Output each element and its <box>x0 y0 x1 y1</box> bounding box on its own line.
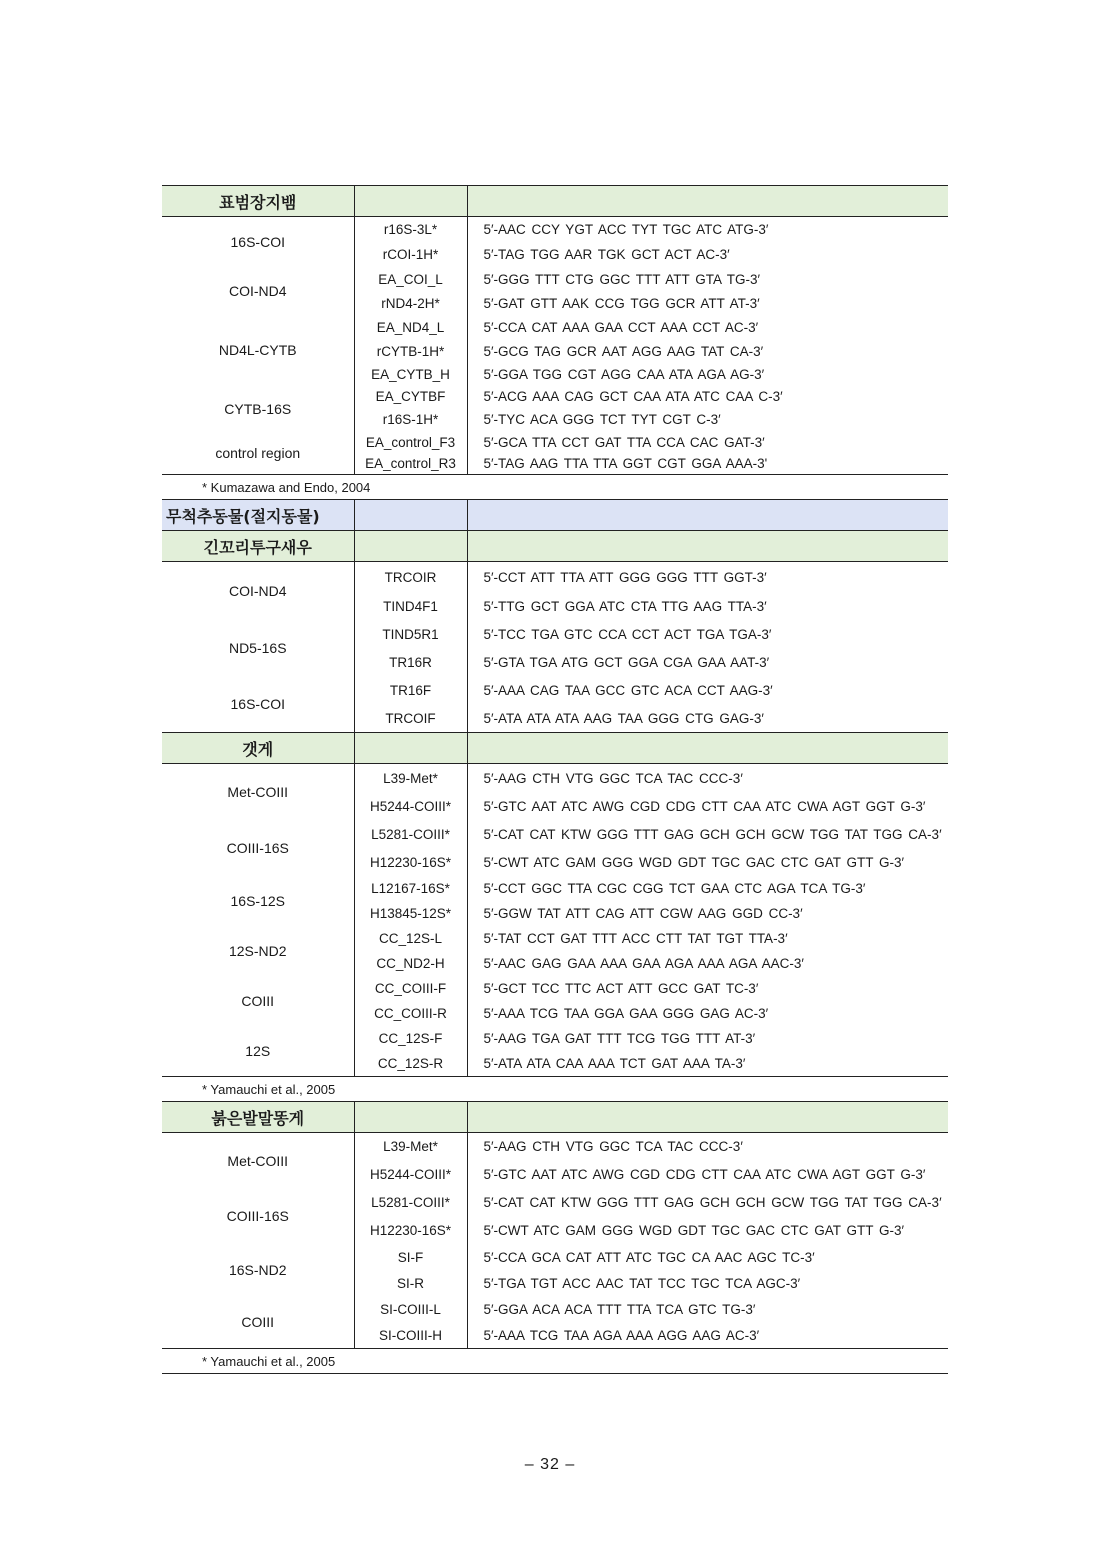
primer-name: SI-F <box>354 1244 467 1270</box>
primer-sequence: 5′-GTC AAT ATC AWG CGD CDG CTT CAA ATC CWA AGT GGT G-3′ <box>483 798 926 814</box>
primer-name: TRCOIF <box>354 704 467 733</box>
primer-row <box>162 385 948 407</box>
primer-name: TIND4F1 <box>354 592 467 620</box>
gene-region: 12S <box>245 1043 271 1059</box>
gene-region: 16S-COI <box>230 696 285 712</box>
primer-name: rCYTB-1H* <box>354 339 467 363</box>
primer-sequence: 5′-CWT ATC GAM GGG WGD GDT TGC GAC CTC GAT GTT G-3′ <box>483 1222 905 1238</box>
section-header-blank <box>354 1102 467 1133</box>
primer-sequence: 5′-GTA TGA ATG GCT GGA CGA GAA AAT-3′ <box>483 654 770 670</box>
primer-name: CC_12S-L <box>354 926 467 951</box>
gene-region: COIII <box>241 993 275 1009</box>
primer-name: CC_12S-F <box>354 1026 467 1051</box>
primer-name: r16S-3L* <box>354 217 467 243</box>
primer-name: TR16R <box>354 648 467 676</box>
primer-sequence: 5′-GCT TCC TTC ACT ATT GCC GAT TC-3′ <box>483 981 759 996</box>
primer-name: L39-Met* <box>354 1133 467 1161</box>
primer-name: CC_COIII-R <box>354 1001 467 1026</box>
gene-region: COIII-16S <box>226 840 289 856</box>
primer-sequence: 5′-CCA GCA CAT ATT ATC TGC CA AAC AGC TC-3′ <box>483 1249 815 1265</box>
primer-row <box>162 764 948 793</box>
primer-sequence: 5′-TCC TGA GTC CCA CCT ACT TGA TGA-3′ <box>483 626 772 642</box>
primer-name: rCOI-1H* <box>354 242 467 267</box>
section-title: 붉은발말똥게 <box>162 1102 354 1133</box>
primer-sequence: 5′-CCA CAT AAA GAA CCT AAA CCT AC-3′ <box>483 319 759 335</box>
primer-sequence: 5′-TAG TGG AAR TGK GCT ACT AC-3′ <box>483 247 730 262</box>
reference-note-row <box>162 1077 948 1102</box>
section-header-blank <box>467 733 948 764</box>
section-title: 표범장지뱀 <box>162 186 354 217</box>
gene-region: control region <box>215 445 301 461</box>
primer-sequence: 5′-CAT CAT KTW GGG TTT GAG GCH GCH GCW TGG TAT TGG CA-3′ <box>483 826 942 842</box>
primer-row <box>162 1296 948 1322</box>
gene-region: 12S-ND2 <box>228 943 287 959</box>
primer-sequence: 5′-GGW TAT ATT CAG ATT CGW AAG GGD CC-3′ <box>483 906 803 921</box>
primer-sequence: 5′-TYC ACA GGG TCT TYT CGT C-3′ <box>483 412 721 427</box>
primer-name: L12167-16S* <box>354 876 467 901</box>
primer-name: rND4-2H* <box>354 291 467 315</box>
primer-sequence: 5′-GGA TGG CGT AGG CAA ATA AGA AG-3′ <box>483 366 765 382</box>
gene-region: Met-COIII <box>227 784 289 800</box>
primer-name: EA_control_F3 <box>354 432 467 453</box>
primer-sequence: 5′-CCT GGC TTA CGC CGG TCT GAA CTC AGA TCA TG-3′ <box>483 881 866 896</box>
primer-row <box>162 1133 948 1161</box>
section-title: 갯게 <box>162 733 354 764</box>
primer-name: TRCOIR <box>354 562 467 593</box>
primer-row <box>162 1188 948 1216</box>
primer-sequence: 5′-TGA TGT ACC AAC TAT TCC TGC TCA AGC-3′ <box>483 1275 801 1291</box>
section-header-blank <box>467 1102 948 1133</box>
primer-sequence: 5′-GAT GTT AAK CCG TGG GCR ATT AT-3′ <box>483 295 760 311</box>
gene-region: COI-ND4 <box>228 583 287 599</box>
gene-region: 16S-ND2 <box>228 1262 287 1278</box>
primer-sequence: 5′-GCA TTA CCT GAT TTA CCA CAC GAT-3′ <box>483 435 765 450</box>
primer-row <box>162 820 948 848</box>
page-number: – 32 – <box>524 1456 576 1473</box>
section-header-blank <box>354 733 467 764</box>
primer-name: SI-COIII-L <box>354 1296 467 1322</box>
section-header-row <box>162 733 948 764</box>
primer-name: CC_COIII-F <box>354 976 467 1001</box>
primer-sequence: 5′-CAT CAT KTW GGG TTT GAG GCH GCH GCW TGG TAT TGG CA-3′ <box>483 1194 942 1210</box>
section-header-row <box>162 186 948 217</box>
primer-sequence: 5′-AAA TCG TAA GGA GAA GGG GAG AC-3′ <box>483 1006 769 1021</box>
primer-row <box>162 926 948 951</box>
primer-row <box>162 1026 948 1051</box>
primer-row <box>162 267 948 291</box>
primer-row <box>162 676 948 704</box>
primer-name: EA_CYTB_H <box>354 363 467 385</box>
primer-sequence: 5′-GCG TAG GCR AAT AGG AAG TAT CA-3′ <box>483 343 764 359</box>
primer-name: H13845-12S* <box>354 901 467 926</box>
section-header-blank <box>354 531 467 562</box>
primer-name: L5281-COIII* <box>354 820 467 848</box>
primer-sequence: 5′-TAG AAG TTA TTA GGT CGT GGA AAA-3' <box>483 456 768 471</box>
primer-name: EA_ND4_L <box>354 315 467 339</box>
primer-name: SI-R <box>354 1270 467 1296</box>
primer-name: EA_control_R3 <box>354 453 467 475</box>
section-header-blank <box>354 186 467 217</box>
primer-sequence: 5′-AAC CCY YGT ACC TYT TGC ATC ATG-3′ <box>483 222 769 237</box>
primer-table-page <box>162 185 948 1374</box>
primer-row <box>162 976 948 1001</box>
section-title: 무척추동물(절지동물) <box>162 500 354 531</box>
primer-name: H5244-COIII* <box>354 1160 467 1188</box>
primer-name: EA_CYTBF <box>354 385 467 407</box>
primer-row <box>162 1244 948 1270</box>
primer-name: TIND5R1 <box>354 620 467 648</box>
primer-sequence: 5′-AAG CTH VTG GGC TCA TAC CCC-3′ <box>483 1139 743 1154</box>
section-header-row <box>162 531 948 562</box>
primer-name: H12230-16S* <box>354 848 467 876</box>
reference-note-row <box>162 1349 948 1374</box>
section-header-blank <box>467 186 948 217</box>
primer-name: EA_COI_L <box>354 267 467 291</box>
primer-name: H12230-16S* <box>354 1216 467 1244</box>
section-header-row <box>162 1102 948 1133</box>
primer-sequence: 5′-CCT ATT TTA ATT GGG GGG TTT GGT-3′ <box>483 569 767 585</box>
gene-region: ND5-16S <box>228 640 287 656</box>
primer-name: r16S-1H* <box>354 407 467 432</box>
gene-region: COIII-16S <box>226 1208 289 1224</box>
gene-region: COI-ND4 <box>228 283 287 299</box>
primer-name: L39-Met* <box>354 764 467 793</box>
gene-region: CYTB-16S <box>224 400 292 417</box>
primer-sequence: 5′-TTG GCT GGA ATC CTA TTG AAG TTA-3′ <box>483 598 767 614</box>
section-header-blank <box>467 531 948 562</box>
gene-region: 16S-12S <box>230 893 285 909</box>
primer-name: CC_12S-R <box>354 1051 467 1077</box>
reference-note: * Yamauchi et al., 2005 <box>162 1349 948 1374</box>
primer-name: SI-COIII-H <box>354 1322 467 1349</box>
primer-sequence: 5′-AAG TGA GAT TTT TCG TGG TTT AT-3′ <box>483 1031 756 1046</box>
reference-note: * Kumazawa and Endo, 2004 <box>162 475 948 500</box>
primer-row <box>162 217 948 243</box>
primer-sequence: 5′-ATA ATA CAA AAA TCT GAT AAA TA-3′ <box>483 1056 746 1071</box>
primer-name: CC_ND2-H <box>354 951 467 976</box>
section-title: 긴꼬리투구새우 <box>162 531 354 562</box>
primer-row <box>162 432 948 453</box>
gene-region: ND4L-CYTB <box>218 342 297 358</box>
primer-sequence: 5′-AAA CAG TAA GCC GTC ACA CCT AAG-3′ <box>483 682 773 698</box>
primer-row <box>162 315 948 339</box>
primer-table <box>162 185 948 1374</box>
primer-sequence: 5′-GGG TTT CTG GGC TTT ATT GTA TG-3′ <box>483 271 761 287</box>
gene-region: Met-COIII <box>227 1152 289 1169</box>
reference-note: * Yamauchi et al., 2005 <box>162 1077 948 1102</box>
primer-name: TR16F <box>354 676 467 704</box>
primer-sequence: 5′-TAT CCT GAT TTT ACC CTT TAT TGT TTA-3′ <box>483 931 788 946</box>
reference-note-row <box>162 475 948 500</box>
primer-row <box>162 562 948 593</box>
primer-row <box>162 876 948 901</box>
primer-sequence: 5′-ATA ATA ATA AAG TAA GGG CTG GAG-3′ <box>483 710 764 726</box>
gene-region: COIII <box>241 1314 275 1330</box>
section-header-row <box>162 500 948 531</box>
primer-sequence: 5′-ACG AAA CAG GCT CAA ATA ATC CAA C-3′ <box>483 388 783 404</box>
section-header-blank <box>354 500 467 531</box>
primer-name: L5281-COIII* <box>354 1188 467 1216</box>
primer-sequence: 5′-AAG CTH VTG GGC TCA TAC CCC-3′ <box>483 770 743 786</box>
primer-name: H5244-COIII* <box>354 792 467 820</box>
primer-row <box>162 620 948 648</box>
primer-sequence: 5′-GTC AAT ATC AWG CGD CDG CTT CAA ATC CWA AGT GGT G-3′ <box>483 1166 926 1182</box>
primer-sequence: 5′-AAA TCG TAA AGA AAA AGG AAG AC-3′ <box>483 1327 760 1343</box>
section-header-blank <box>467 500 948 531</box>
gene-region: 16S-COI <box>230 234 285 250</box>
primer-sequence: 5′-AAC GAG GAA AAA GAA AGA AAA AGA AAC-3′ <box>483 956 804 971</box>
primer-sequence: 5′-CWT ATC GAM GGG WGD GDT TGC GAC CTC GAT GTT G-3′ <box>483 854 905 870</box>
primer-sequence: 5′-GGA ACA ACA TTT TTA TCA GTC TG-3′ <box>483 1301 756 1317</box>
